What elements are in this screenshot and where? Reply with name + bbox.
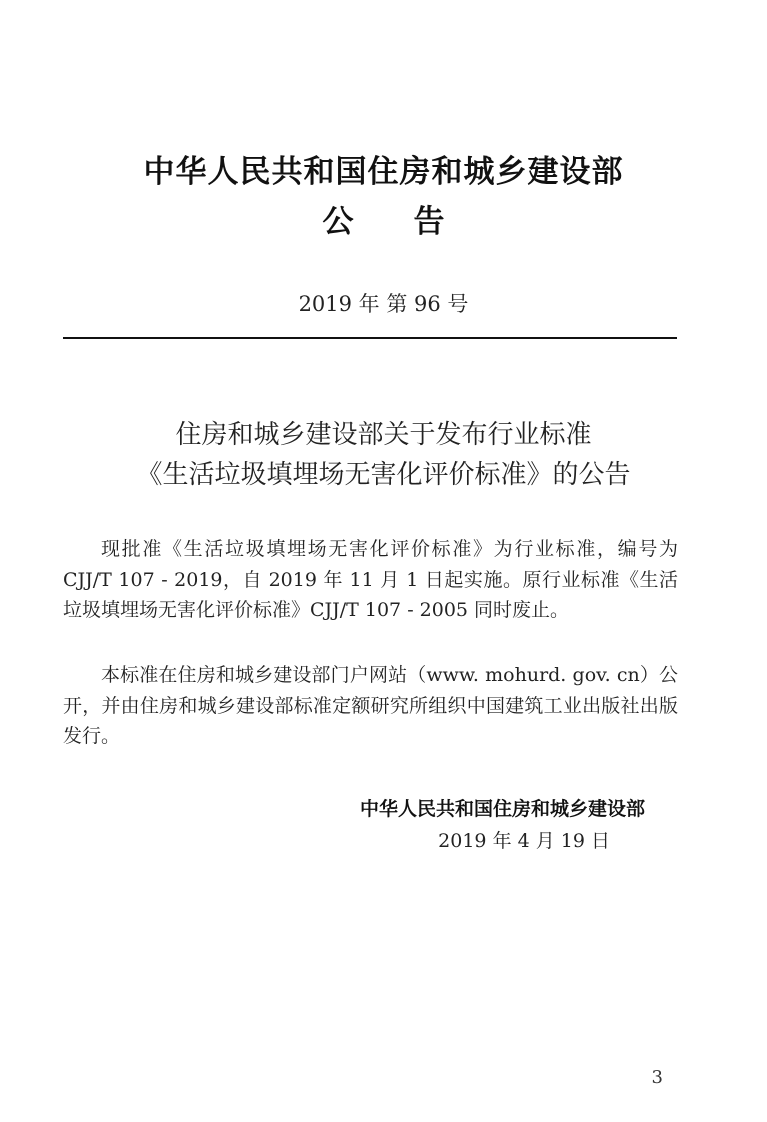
body-paragraph-2: 本标准在住房和城乡建设部门户网站（www. mohurd. gov. cn）公开，并由住房和城乡建设部标准定额研究所组织中国建筑工业出版社出版发行。: [63, 664, 678, 747]
body-paragraph-1-block: [63, 534, 678, 626]
body-paragraph-2-block: [63, 660, 678, 752]
signing-authority: 中华人民共和国住房和城乡建设部: [359, 798, 645, 820]
document-type: 公告: [322, 204, 505, 240]
document-number: 2019 年 第 96 号: [298, 292, 469, 316]
page-number: 3: [651, 1067, 663, 1088]
announcement-heading-line-2: 《生活垃圾填埋场无害化评价标准》的公告: [136, 460, 631, 490]
header-divider: [63, 337, 677, 339]
announcement-heading-line-1: 住房和城乡建设部关于发布行业标准: [175, 420, 592, 450]
body-paragraph-1: 现批准《生活垃圾填埋场无害化评价标准》为行业标准，编号为 CJJ/T 107 - 2019，自 2019 年 11 月 1 日起实施。原行业标准《生活垃圾填埋场无害化评价标准》CJJ/T 107 - 2005 同时废止。: [63, 538, 678, 621]
issuer-title: 中华人民共和国住房和城乡建设部: [143, 154, 624, 190]
signing-date: 2019 年 4 月 19 日: [438, 830, 610, 852]
